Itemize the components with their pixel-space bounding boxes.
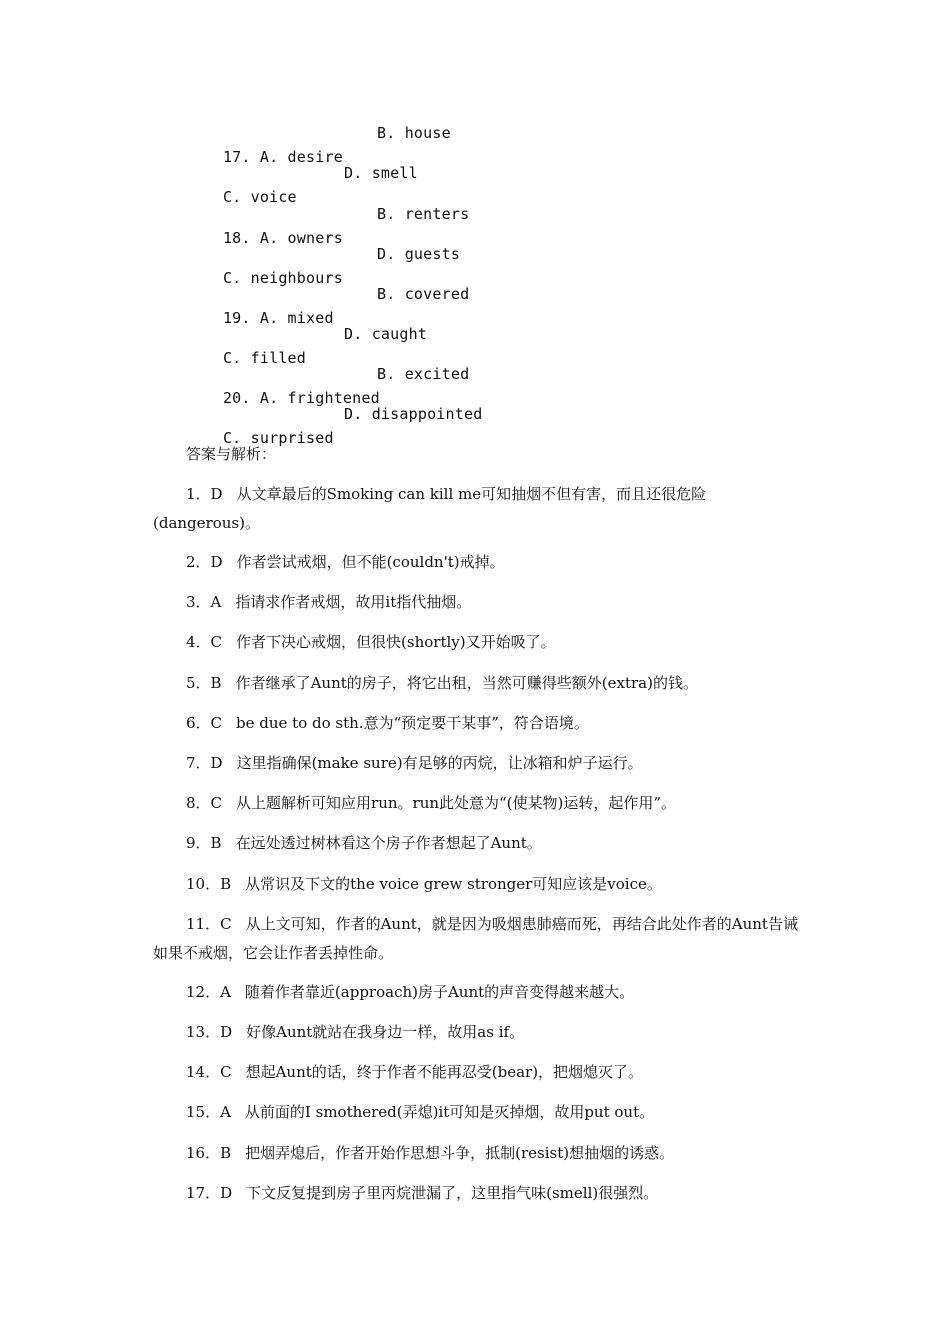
answers-heading: 答案与解析：: [186, 445, 277, 463]
option-a: C. surprised: [222, 429, 334, 447]
answer-item: [153, 709, 798, 738]
option-row: [186, 121, 451, 166]
answer-explanation: 想起Aunt的话，终于作者不能再忍受(bear)，把烟熄灭了。: [245, 1063, 644, 1081]
answer-explanation: 从常识及下文的the voice grew stronger可知应该是voice。: [245, 875, 662, 893]
answer-explanation: 随着作者靠近(approach)房子Aunt的声音变得越来越大。: [244, 983, 635, 1001]
answer-number: 16．B: [186, 1144, 232, 1162]
option-row: [186, 362, 470, 407]
option-row: [186, 202, 470, 247]
answer-number: 3．A: [186, 593, 222, 611]
option-a: 18. A. owners: [222, 229, 343, 247]
option-row: [186, 322, 428, 367]
option-a: 20. A. frightened: [222, 389, 380, 407]
answer-number: 11．C: [186, 915, 232, 933]
option-b: B. covered: [377, 285, 470, 303]
answer-item: [153, 1018, 798, 1047]
answer-explanation: 在远处透过树林看这个房子作者想起了Aunt。: [235, 834, 542, 852]
answer-item: [153, 588, 798, 617]
option-a: 19. A. mixed: [222, 309, 334, 327]
answer-number: 1．D: [186, 485, 223, 503]
answer-explanation: be due to do sth.意为“预定要干某事”，符合语境。: [236, 714, 589, 732]
answer-explanation: 从文章最后的Smoking can kill me可知抽烟不但有害，而且还很危险(dangerous)。: [153, 485, 707, 532]
answer-number: 12．A: [186, 983, 231, 1001]
answer-item: [153, 910, 798, 968]
answer-item: [153, 1179, 798, 1208]
option-b: B. excited: [377, 365, 470, 383]
option-row: [186, 402, 483, 447]
answer-number: 6．C: [186, 714, 223, 732]
answer-explanation: 作者继承了Aunt的房子，将它出租，当然可赚得些额外(extra)的钱。: [235, 674, 698, 692]
answer-number: 15．A: [186, 1103, 231, 1121]
option-b: D. smell: [344, 164, 418, 182]
answer-item: [153, 548, 798, 577]
answer-explanation: 把烟弄熄后，作者开始作思想斗争，抵制(resist)想抽烟的诱惑。: [245, 1144, 675, 1162]
answer-number: 5．B: [186, 674, 222, 692]
answer-explanation: 从上题解析可知应用run。run此处意为“(使某物)运转，起作用”。: [236, 794, 677, 812]
answer-item: [153, 669, 798, 698]
answer-explanation: 好像Aunt就站在我身边一样，故用as if。: [246, 1023, 525, 1041]
answer-explanation: 这里指确保(make sure)有足够的丙烷，让冰箱和炉子运行。: [236, 754, 643, 772]
answer-explanation: 作者下决心戒烟，但很快(shortly)又开始吸了。: [236, 633, 556, 651]
option-b: D. caught: [344, 325, 428, 343]
answer-number: 9．B: [186, 834, 222, 852]
answer-number: 7．D: [186, 754, 223, 772]
answer-explanation: 从上文可知，作者的Aunt，就是因为吸烟患肺癌而死，再结合此处作者的Aunt告诫如果不戒烟，它会让作者丢掉性命。: [153, 915, 798, 962]
option-a: C. filled: [222, 349, 307, 367]
answer-explanation: 从前面的I smothered(弄熄)it可知是灭掉烟，故用put out。: [244, 1103, 655, 1121]
answer-explanation: 下文反复提到房子里丙烷泄漏了，这里指气味(smell)很强烈。: [246, 1184, 659, 1202]
answer-number: 14．C: [186, 1063, 232, 1081]
option-a: C. neighbours: [222, 269, 343, 287]
answer-number: 13．D: [186, 1023, 233, 1041]
option-b: B. renters: [377, 205, 470, 223]
option-b: B. house: [377, 124, 451, 142]
answer-item: [153, 978, 798, 1007]
answer-item: [153, 1058, 798, 1087]
answer-number: 2．D: [186, 553, 223, 571]
answer-item: [153, 829, 798, 858]
answer-explanation: 指请求作者戒烟，故用it指代抽烟。: [235, 593, 472, 611]
answer-item: [153, 628, 798, 657]
option-a: C. voice: [222, 188, 297, 206]
answer-number: 4．C: [186, 633, 223, 651]
answer-item: [153, 789, 798, 818]
option-b: D. disappointed: [344, 405, 483, 423]
answer-number: 8．C: [186, 794, 223, 812]
option-row: [186, 282, 470, 327]
answer-item: [153, 749, 798, 778]
answer-item: [153, 870, 798, 899]
option-b: D. guests: [377, 245, 461, 263]
answer-number: 10．B: [186, 875, 232, 893]
option-row: [186, 161, 418, 206]
option-a: 17. A. desire: [222, 148, 343, 166]
answer-item: [153, 480, 798, 538]
answer-explanation: 作者尝试戒烟，但不能(couldn't)戒掉。: [236, 553, 505, 571]
answer-number: 17．D: [186, 1184, 233, 1202]
answer-item: [153, 1139, 798, 1168]
answer-item: [153, 1098, 798, 1127]
option-row: [186, 242, 461, 287]
